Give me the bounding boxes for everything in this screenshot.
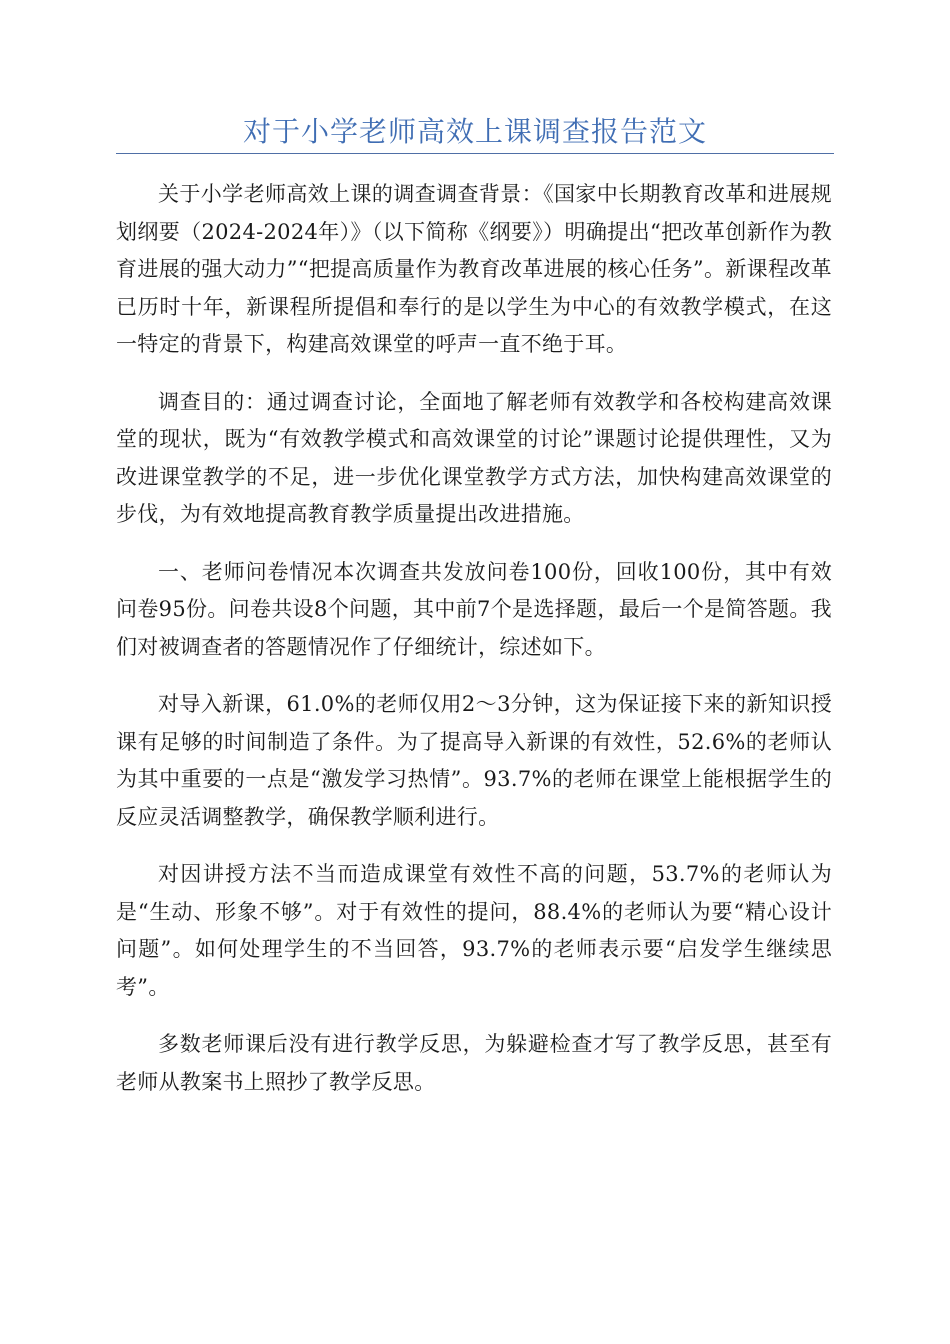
paragraph-questionnaire: 一、老师问卷情况本次调查共发放问卷100份，回收100份，其中有效问卷95份。问卷共设8个问题，其中前7个是选择题，最后一个是简答题。我们对被调查者的答题情况作了仔细统计，综述如下。 <box>116 559 832 659</box>
paragraph-reflection: 多数老师课后没有进行教学反思，为躲避检查才写了教学反思，甚至有老师从教案书上照抄了教学反思。 <box>116 1032 832 1094</box>
title-underline <box>116 153 834 154</box>
document-title: 对于小学老师高效上课调查报告范文 <box>242 115 707 148</box>
paragraph-lesson-intro: 对导入新课，61.0%的老师仅用2～3分钟，这为保证接下来的新知识授课有足够的时间制造了条件。为了提高导入新课的有效性，52.6%的老师认为其中重要的一点是“激发学习热情”。93.7%的老师在课堂上能根据学生的反应灵活调整教学，确保教学顺利进行。 <box>116 692 832 829</box>
paragraph-teaching-method: 对因讲授方法不当而造成课堂有效性不高的问题，53.7%的老师认为是“生动、形象不够”。对于有效性的提问，88.4%的老师认为要“精心设计问题”。如何处理学生的不当回答，93.7%的老师表示要“启发学生继续思考”。 <box>116 862 832 999</box>
paragraph-background: 关于小学老师高效上课的调查调查背景：《国家中长期教育改革和进展规划纲要（2024-2024年）》（以下简称《纲要》）明确提出“把改革创新作为教育进展的强大动力”“把提高质量作为教育改革进展的核心任务”。新课程改革已历时十年，新课程所提倡和奉行的是以学生为中心的有效教学模式，在这一特定的背景下，构建高效课堂的呼声一直不绝于耳。 <box>116 182 832 356</box>
paragraph-purpose: 调查目的：通过调查讨论，全面地了解老师有效教学和各校构建高效课堂的现状，既为“有效教学模式和高效课堂的讨论”课题讨论提供理性，又为改进课堂教学的不足，进一步优化课堂教学方式方法，加快构建高效课堂的步伐，为有效地提高教育教学质量提出改进措施。 <box>116 389 832 526</box>
document-body <box>116 176 832 1121</box>
